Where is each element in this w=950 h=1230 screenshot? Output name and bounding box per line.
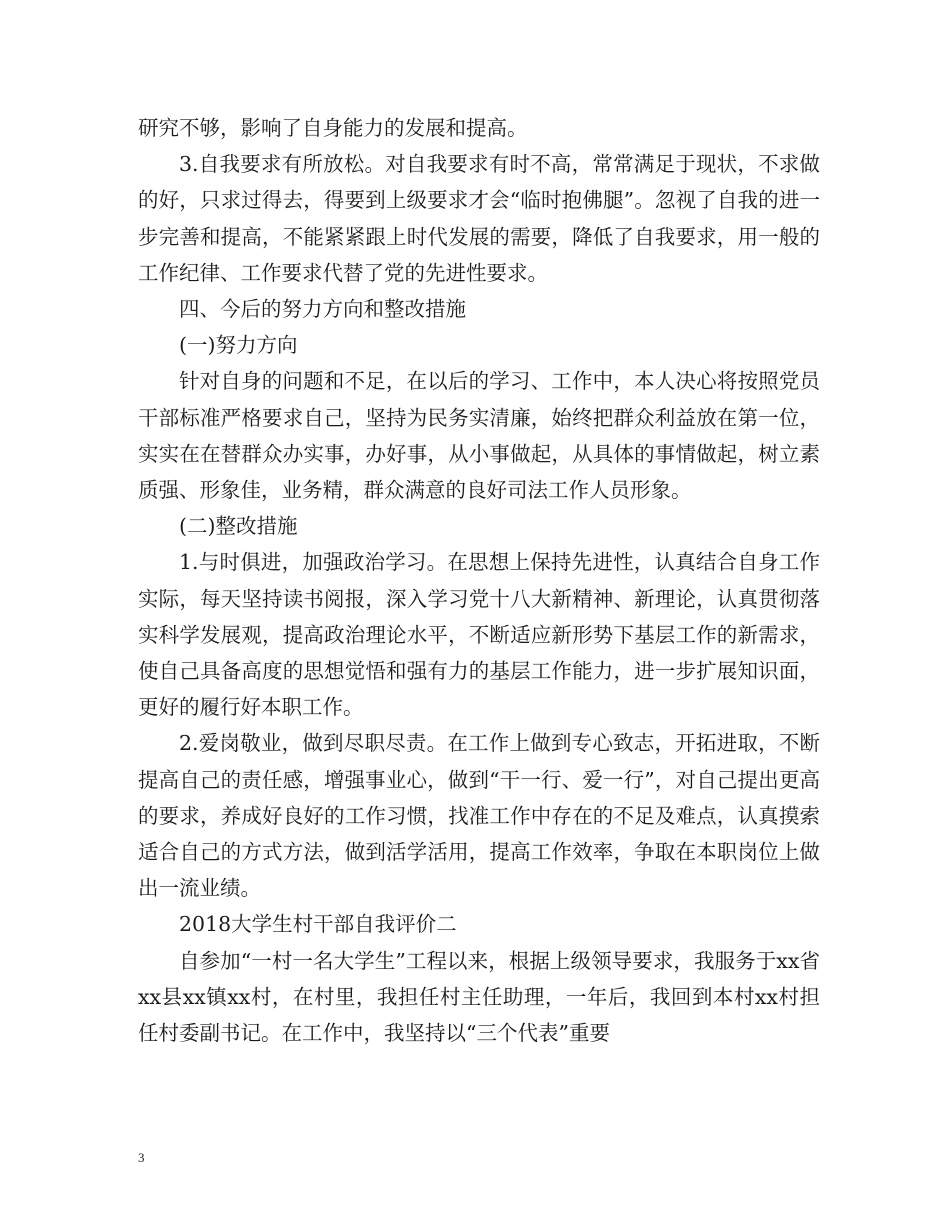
page-number: 3 xyxy=(138,1150,145,1165)
subheading-measures: (二)整改措施 xyxy=(179,514,298,539)
subheading-direction: (一)努力方向 xyxy=(179,333,298,358)
paragraph-evaluation-intro: 自参加“一村一名大学生”工程以来，根据上级领导要求，我服务于xx省xx县xx镇xx村，在村里，我担任村主任助理，一年后，我回到本村xx村担任村委副书记。在工作中，我坚持以“三个代表”重要 xyxy=(138,948,820,1046)
section-heading-improvement: 四、今后的努力方向和整改措施 xyxy=(179,297,466,322)
paragraph-continuation: 研究不够，影响了自身能力的发展和提高。 xyxy=(138,116,528,140)
paragraph-measure-1: 1.与时俱进，加强政治学习。在思想上保持先进性，认真结合自身工作实际，每天坚持读书阅报，深入学习党十八大新精神、新理论，认真贯彻落实科学发展观，提高政治理论水平，不断适应新形势下基层工作的新需求，使自己具备高度的思想觉悟和强有力的基层工作能力，进一步扩展知识面，更好的履行好本职工作。 xyxy=(138,550,820,720)
paragraph-self-discipline: 3.自我要求有所放松。对自我要求有时不高，常常满足于现状，不求做的好，只求过得去，得要到上级要求才会“临时抱佛腿”。忽视了自我的进一步完善和提高，不能紧紧跟上时代发展的需要，降低了自我要求，用一般的工作纪律、工作要求代替了党的先进性要求。 xyxy=(138,152,820,285)
section-heading-evaluation-two: 2018大学生村干部自我评价二 xyxy=(179,912,457,937)
paragraph-measure-2: 2.爱岗敬业，做到尽职尽责。在工作上做到专心致志，开拓进取，不断提高自己的责任感，增强事业心，做到“干一行、爱一行”，对自己提出更高的要求，养成好良好的工作习惯，找准工作中存在的不足及难点，认真摸索适合自己的方式方法，做到活学活用，提高工作效率，争取在本职岗位上做出一流业绩。 xyxy=(138,731,820,901)
paragraph-direction: 针对自身的问题和不足，在以后的学习、工作中，本人决心将按照党员干部标准严格要求自己，坚持为民务实清廉，始终把群众利益放在第一位，实实在在替群众办实事，办好事，从小事做起，从具体的事情做起，树立素质强、形象佳，业务精，群众满意的良好司法工作人员形象。 xyxy=(138,369,820,503)
document-body xyxy=(138,110,820,1051)
